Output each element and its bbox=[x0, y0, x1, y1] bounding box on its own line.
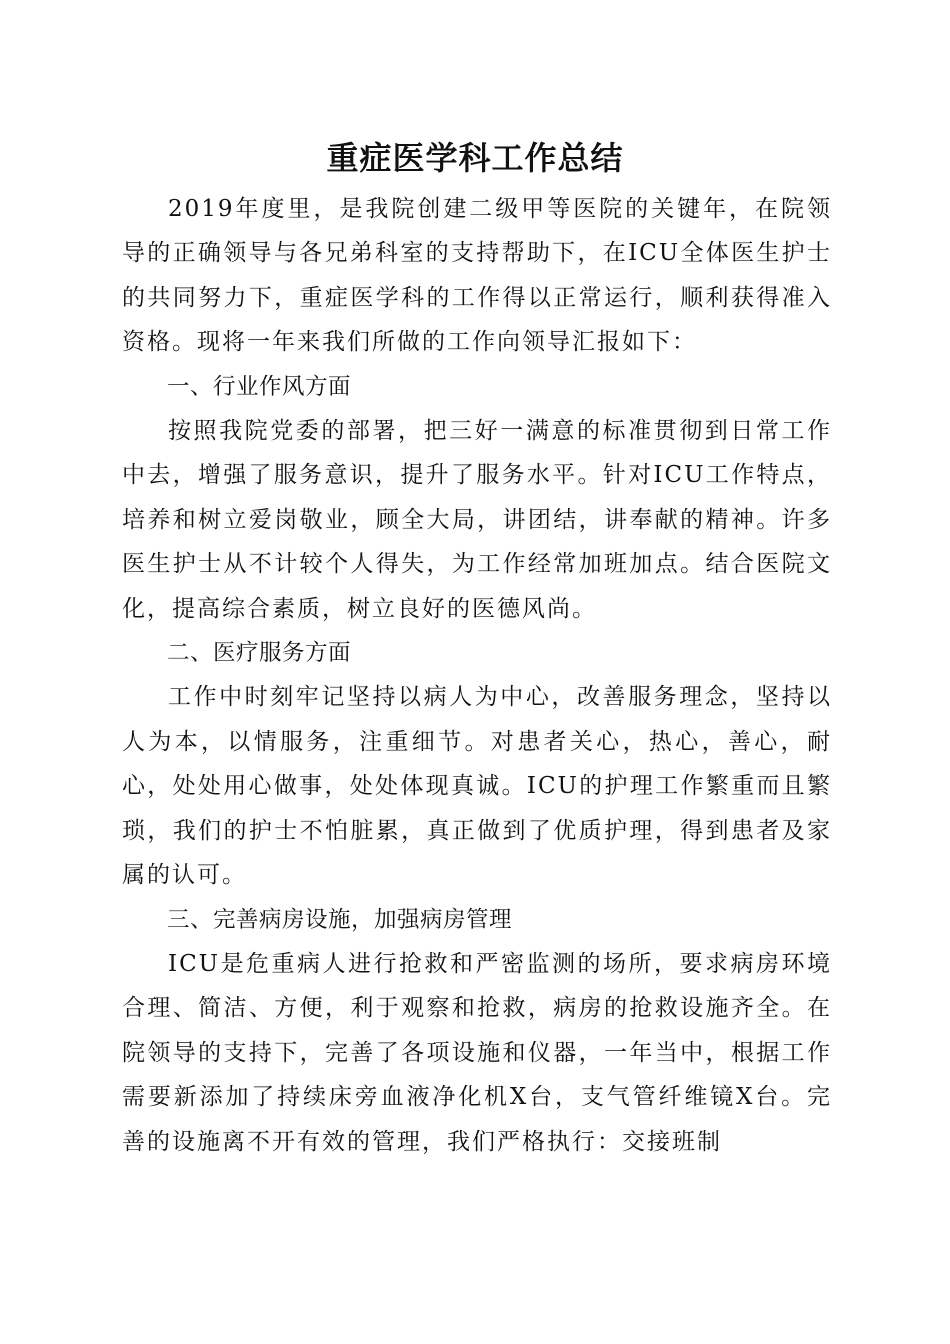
intro-paragraph: 2019年度里，是我院创建二级甲等医院的关键年，在院领导的正确领导与各兄弟科室的支持帮助下，在ICU全体医生护士的共同努力下，重症医学科的工作得以正常运行，顺利获得准入资格。现将一年来我们所做的工作向领导汇报如下： bbox=[122, 196, 832, 356]
section-heading-conduct: 一、行业作风方面 bbox=[167, 373, 352, 400]
section-paragraph-medical-service: 工作中时刻牢记坚持以病人为中心，改善服务理念，坚持以人为本，以情服务，注重细节。对患者关心，热心，善心，耐心，处处用心做事，处处体现真诚。ICU的护理工作繁重而且繁琐，我们的护士不怕脏累，真正做到了优质护理，得到患者及家属的认可。 bbox=[122, 684, 832, 889]
document-title: 重症医学科工作总结 bbox=[326, 139, 624, 177]
section-paragraph-conduct: 按照我院党委的部署，把三好一满意的标准贯彻到日常工作中去，增强了服务意识，提升了服务水平。针对ICU工作特点，培养和树立爱岗敬业，顾全大局，讲团结，讲奉献的精神。许多医生护士从不计较个人得失，为工作经常加班加点。结合医院文化，提高综合素质，树立良好的医德风尚。 bbox=[122, 418, 832, 622]
document-body bbox=[122, 187, 832, 1164]
section-heading-medical-service: 二、医疗服务方面 bbox=[167, 640, 352, 667]
section-heading-ward-management: 三、完善病房设施，加强病房管理 bbox=[167, 906, 513, 933]
section-paragraph-ward-management: ICU是危重病人进行抢救和严密监测的场所，要求病房环境合理、简洁、方便，利于观察和抢救，病房的抢救设施齐全。在院领导的支持下，完善了各项设施和仪器，一年当中，根据工作需要新添加了持续床旁血液净化机X台，支气管纤维镜X台。完善的设施离不开有效的管理，我们严格执行：交接班制 bbox=[122, 950, 832, 1155]
